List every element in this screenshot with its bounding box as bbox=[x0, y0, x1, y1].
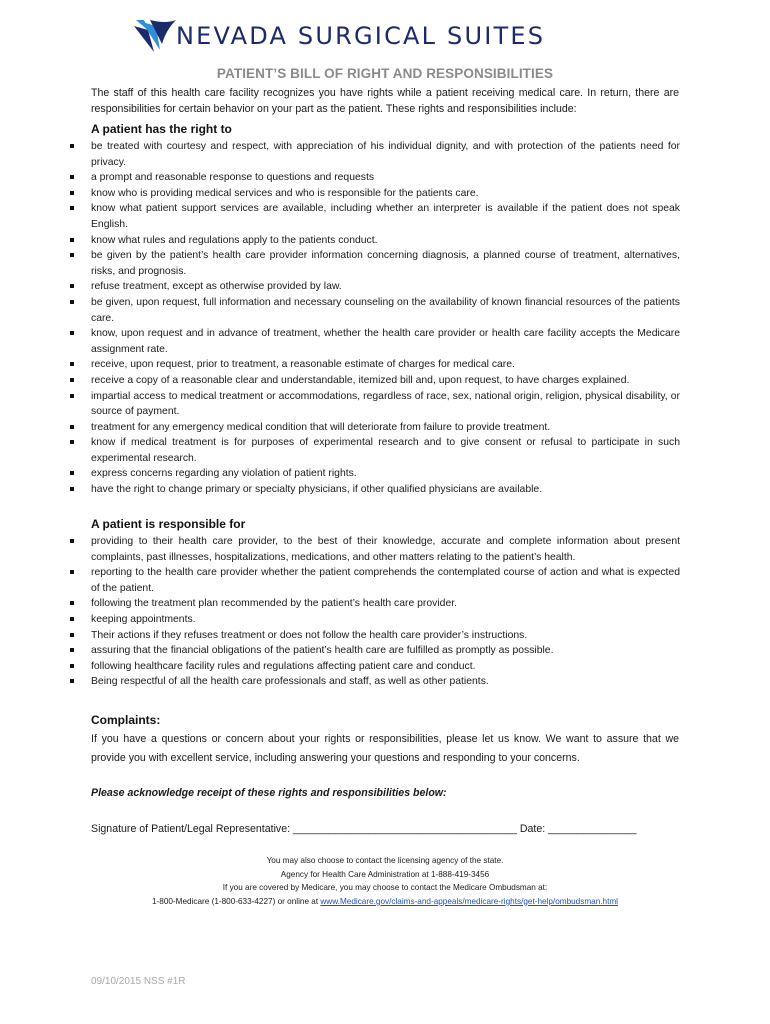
responsibility-item bbox=[70, 674, 680, 690]
bullet-icon bbox=[70, 284, 74, 288]
bullet-icon bbox=[70, 144, 74, 148]
right-item bbox=[70, 279, 680, 295]
bullet-icon bbox=[70, 664, 74, 668]
responsibilities-heading: A patient is responsible for bbox=[91, 517, 246, 531]
right-item-text: know, upon request and in advance of treatment, whether the health care provider or health care facility accepts the Medicare assignment rate. bbox=[91, 328, 680, 355]
complaints-title: Complaints: bbox=[91, 713, 161, 727]
right-item-text: be treated with courtesy and respect, with appreciation of his individual dignity, and with protection of the patients need for privacy. bbox=[91, 141, 680, 168]
bullet-icon bbox=[70, 679, 74, 683]
right-item bbox=[70, 170, 680, 186]
right-item bbox=[70, 373, 680, 389]
right-item bbox=[70, 139, 680, 170]
footer-line-licensing: You may also choose to contact the licensing agency of the state. bbox=[266, 856, 504, 865]
right-item-text: know what patient support services are available, including whether an interpreter is available if the patient does not speak English. bbox=[91, 203, 680, 230]
right-item-text: impartial access to medical treatment or accommodations, regardless of race, sex, national origin, religion, physical disability, or source of payment. bbox=[91, 390, 680, 418]
responsibility-item bbox=[70, 628, 680, 644]
right-item-text: be given, upon request, full information and necessary counseling on the availability of known financial resources of the patients care. bbox=[91, 296, 680, 324]
signature-label: Signature of Patient/Legal Representative: bbox=[91, 823, 291, 835]
responsibilities-list bbox=[70, 534, 680, 690]
bullet-icon bbox=[70, 300, 74, 304]
signature-line bbox=[91, 823, 637, 835]
bullet-icon bbox=[70, 238, 74, 242]
responsibility-item-text: following healthcare facility rules and regulations affecting patient care and conduct. bbox=[91, 660, 476, 672]
right-item-text: know who is providing medical services and who is responsible for the patients care. bbox=[91, 187, 479, 199]
bullet-icon bbox=[70, 487, 74, 491]
right-item bbox=[70, 186, 680, 202]
date-label: Date: bbox=[519, 823, 546, 835]
right-item bbox=[70, 435, 680, 466]
responsibility-item-text: assuring that the financial obligations of the patient’s health care are fulfilled as promptly as possible. bbox=[91, 645, 554, 657]
responsibility-item bbox=[70, 534, 680, 565]
responsibility-item bbox=[70, 659, 680, 675]
right-item bbox=[70, 326, 680, 357]
rights-heading: A patient has the right to bbox=[91, 122, 232, 136]
bullet-icon bbox=[70, 175, 74, 179]
bullet-icon bbox=[70, 601, 74, 605]
footer-line-medicare: If you are covered by Medicare, you may choose to contact the Medicare Ombudsman at: bbox=[222, 883, 548, 893]
page-title: PATIENT’S BILL OF RIGHT AND RESPONSIBILITIES bbox=[216, 66, 554, 81]
bullet-icon bbox=[70, 570, 74, 574]
responsibility-item bbox=[70, 565, 680, 596]
right-item-text: know what rules and regulations apply to the patients conduct. bbox=[91, 234, 378, 246]
bullet-icon bbox=[70, 394, 74, 398]
right-item-text: know if medical treatment is for purposes of experimental research and to give consent or refusal to participate in such experimental research. bbox=[91, 437, 680, 464]
logo-text: NEVADA SURGICAL SUITES bbox=[176, 22, 546, 50]
bullet-icon bbox=[70, 648, 74, 652]
responsibility-item bbox=[70, 643, 680, 659]
signature-field[interactable]: ______________________________________ bbox=[293, 823, 517, 835]
bullet-icon bbox=[70, 378, 74, 382]
ombudsman-phone-text: 1-800-Medicare (1-800-633-4227) or online at bbox=[151, 896, 319, 906]
footer-line-ombudsman bbox=[0, 895, 770, 909]
responsibility-item-text: reporting to the health care provider whether the patient comprehends the contemplated course of action and what is expected of the patient. bbox=[91, 567, 680, 594]
responsibility-item bbox=[70, 612, 680, 628]
right-item-text: receive, upon request, prior to treatment, a reasonable estimate of charges for medical care. bbox=[91, 359, 515, 371]
date-field[interactable]: _______________ bbox=[548, 823, 637, 835]
logo-swoosh-icon bbox=[132, 18, 180, 56]
responsibility-item-text: keeping appointments. bbox=[91, 613, 196, 625]
bullet-icon bbox=[70, 617, 74, 621]
right-item-text: treatment for any emergency medical condition that will deteriorate from failure to provide treatment. bbox=[91, 421, 551, 433]
bullet-icon bbox=[70, 331, 74, 335]
right-item-text: receive a copy of a reasonable clear and understandable, itemized bill and, upon request, to have charges explained. bbox=[91, 374, 630, 386]
responsibility-item bbox=[70, 596, 680, 612]
right-item-text: express concerns regarding any violation of patient rights. bbox=[91, 468, 357, 480]
acknowledge-instruction: Please acknowledge receipt of these rights and responsibilities below: bbox=[91, 787, 447, 799]
bullet-icon bbox=[70, 206, 74, 210]
contact-footer bbox=[0, 854, 770, 908]
footer-line-agency: Agency for Health Care Administration at 1-888-419-3456 bbox=[280, 869, 490, 879]
responsibility-item-text: providing to their health care provider, to the best of their knowledge, accurate and complete information about present complaints, past illnesses, hospitalizations, medications, and other matters relating to the patient’s health. bbox=[91, 536, 680, 563]
bullet-icon bbox=[70, 191, 74, 195]
responsibility-item-text: following the treatment plan recommended by the patient’s health care provider. bbox=[91, 598, 458, 610]
right-item bbox=[70, 482, 680, 498]
right-item bbox=[70, 233, 680, 249]
bullet-icon bbox=[70, 471, 74, 475]
bullet-icon bbox=[70, 539, 74, 543]
right-item bbox=[70, 420, 680, 436]
right-item-text: refuse treatment, except as otherwise provided by law. bbox=[91, 281, 342, 293]
bullet-icon bbox=[70, 425, 74, 429]
rights-list bbox=[70, 139, 680, 498]
bullet-icon bbox=[70, 633, 74, 637]
right-item bbox=[70, 248, 680, 279]
right-item bbox=[70, 295, 680, 326]
right-item bbox=[70, 466, 680, 482]
complaints-body: If you have a questions or concern about your rights or responsibilities, please let us know. We want to assure that we provide you with excellent service, including answering your questions and responding to your concerns. bbox=[91, 733, 679, 764]
right-item bbox=[70, 201, 680, 232]
right-item-text: have the right to change primary or specialty physicians, if other qualified physicians are available. bbox=[91, 484, 543, 496]
bullet-icon bbox=[70, 362, 74, 366]
bullet-icon bbox=[70, 253, 74, 257]
responsibility-item-text: Being respectful of all the health care professionals and staff, as well as other patients. bbox=[91, 676, 489, 688]
responsibility-item-text: Their actions if they refuses treatment or does not follow the health care provider’s instructions. bbox=[91, 629, 528, 641]
nevada-surgical-suites-logo bbox=[132, 16, 652, 56]
right-item bbox=[70, 389, 680, 420]
intro-paragraph: The staff of this health care facility recognizes you have rights while a patient receiving medical care. In return, there are responsibilities for certain behavior on your part as the patient. These rights and responsibilities include: bbox=[91, 87, 679, 115]
medicare-ombudsman-link[interactable]: www.Medicare.gov/claims-and-appeals/medicare-rights/get-help/ombudsman.html bbox=[320, 896, 618, 906]
bullet-icon bbox=[70, 440, 74, 444]
right-item bbox=[70, 357, 680, 373]
right-item-text: be given by the patient’s health care provider information concerning diagnosis, a planned course of treatment, alternatives, risks, and prognosis. bbox=[91, 250, 680, 277]
right-item-text: a prompt and reasonable response to questions and requests bbox=[91, 172, 375, 184]
document-id: 09/10/2015 NSS #1R bbox=[91, 976, 186, 987]
